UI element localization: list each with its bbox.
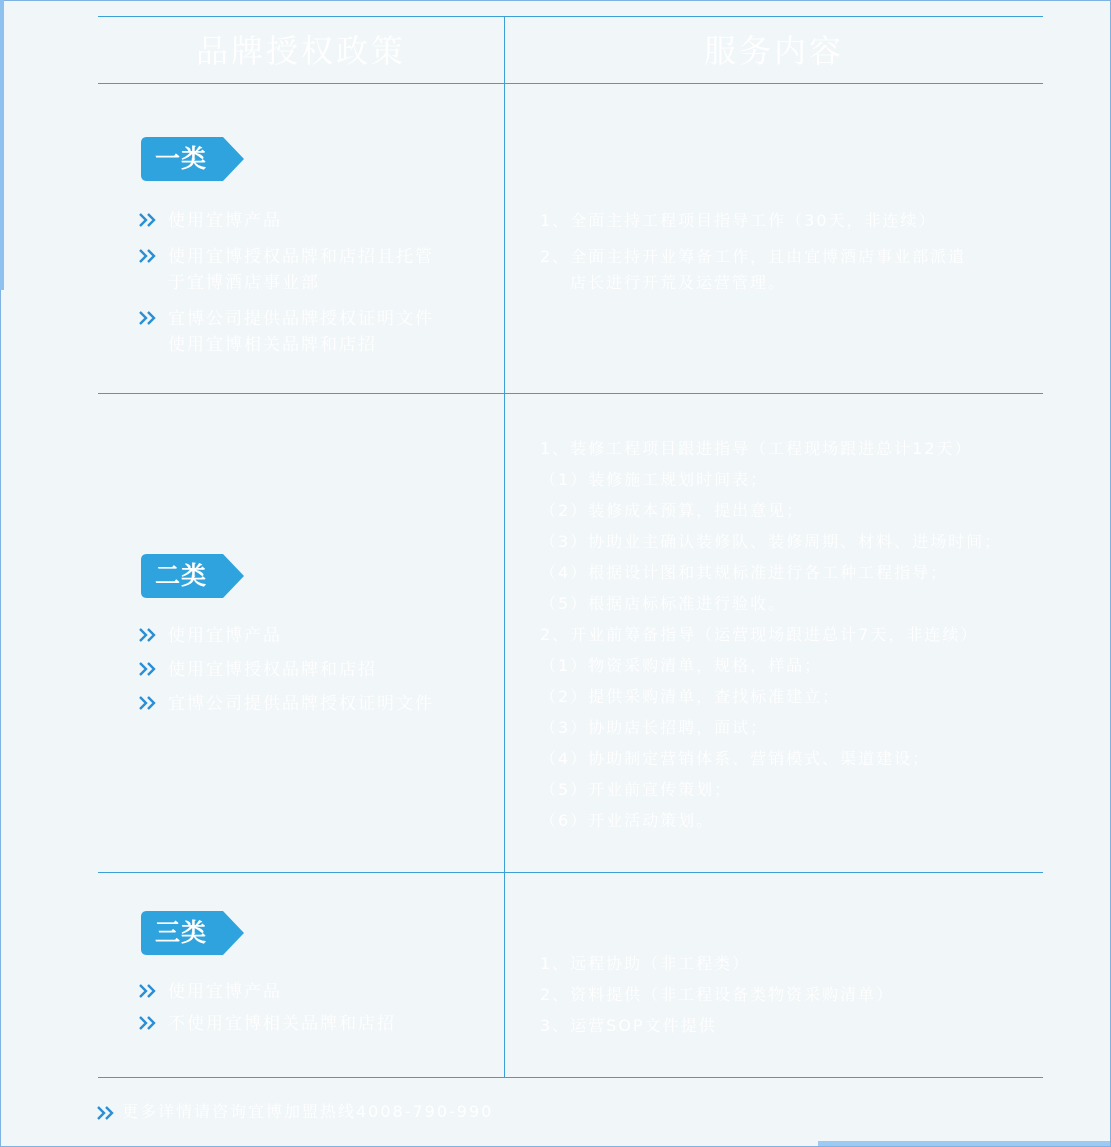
list-item: 1、远程协助（非工程类） [540,954,751,973]
list-item: （5）开业前宣传策划； [540,780,733,799]
list-item: （3）协助店长招聘，面试； [540,718,769,737]
row-divider-1 [98,393,1043,394]
double-chevron-icon [96,1105,116,1121]
list-item: （1）物资采购清单，规格，样品； [540,656,823,675]
list-item-text: 使用宜博授权品牌和店招且托管于宜博酒店事业部 [168,247,434,293]
tag-label: 三类 [155,918,208,947]
tag-label: 二类 [155,561,208,590]
header-rule [98,83,1043,84]
header-policy: 品牌授权政策 [195,32,406,70]
list-item-text: 宜博公司提供品牌授权证明文件使用宜博相关品牌和店招 [168,309,434,355]
list-item-text: 使用宜博产品 [168,982,282,1002]
list-item: 1、全面主持工程项目指导工作（30天，非连续） [540,211,937,230]
list-item [138,691,468,717]
list-item: 3、运营SOP文件提供 [540,1016,717,1035]
list-item [138,623,468,649]
footer-text: 更多详情请咨询宜博加盟热线4008-790-990 [122,1102,494,1121]
service-list-tier-1 [540,208,1030,296]
list-item [138,657,468,683]
bottom-accent-bar [818,1141,1110,1146]
policy-list-tier-1 [138,208,468,358]
double-chevron-icon [138,310,158,326]
double-chevron-icon [138,627,158,643]
list-item: 1、装修工程项目跟进指导（工程现场跟进总计12天） [540,439,973,458]
column-divider [504,16,505,1078]
policy-list-tier-3 [138,979,468,1037]
list-item: （2）提供采购清单，查找标准建立； [540,687,841,706]
footer-hotline [96,1100,493,1124]
double-chevron-icon [138,1015,158,1031]
list-item: （4）协助制定营销体系、营销模式、渠道建设； [540,749,931,768]
tag-label: 一类 [155,144,208,173]
list-item [138,1011,468,1037]
double-chevron-icon [138,661,158,677]
tag-tier-2 [141,554,244,598]
list-item [138,208,468,234]
double-chevron-icon [138,983,158,999]
list-item: 店长进行开荒及运营管理。 [570,273,787,292]
list-item [138,244,448,296]
list-item [138,306,448,358]
list-item: 2、开业前筹备指导（运营现场跟进总计7天，非连续） [540,625,979,644]
list-item: （6）开业活动策划。 [540,811,715,830]
service-list-tier-2 [540,433,1030,836]
service-list-tier-3 [540,948,1030,1041]
row-divider-2 [98,872,1043,873]
list-item: （3）协助业主确认装修队、装修周期、材料、进场时间； [540,532,1003,551]
left-accent-bar [0,0,4,290]
list-item-text: 宜博公司提供品牌授权证明文件 [168,694,434,714]
list-item: （5）根据店标标准进行验收。 [540,594,787,613]
list-item-text: 使用宜博产品 [168,211,282,231]
list-item-text: 使用宜博产品 [168,626,282,646]
double-chevron-icon [138,248,158,264]
list-item: 2、资料提供（非工程设备类物资采购清单） [540,985,895,1004]
list-item: （4）根据设计图和其规标准进行各工种工程指导； [540,563,949,582]
table-top-rule [98,16,1043,17]
policy-list-tier-2 [138,623,468,717]
list-item: （1）装修施工规划时间表； [540,470,769,489]
table-bottom-rule [98,1077,1043,1078]
double-chevron-icon [138,212,158,228]
list-item: （2）装修成本预算，提出意见； [540,501,805,520]
list-item [138,979,468,1005]
list-item: 2、全面主持开业筹备工作，且由宜博酒店事业部派遣 [540,247,967,266]
header-service: 服务内容 [703,32,844,70]
double-chevron-icon [138,695,158,711]
tag-tier-3 [141,911,244,955]
list-item-text: 使用宜博授权品牌和店招 [168,660,377,680]
tag-tier-1 [141,137,244,181]
list-item-text: 不使用宜博相关品牌和店招 [168,1014,396,1034]
